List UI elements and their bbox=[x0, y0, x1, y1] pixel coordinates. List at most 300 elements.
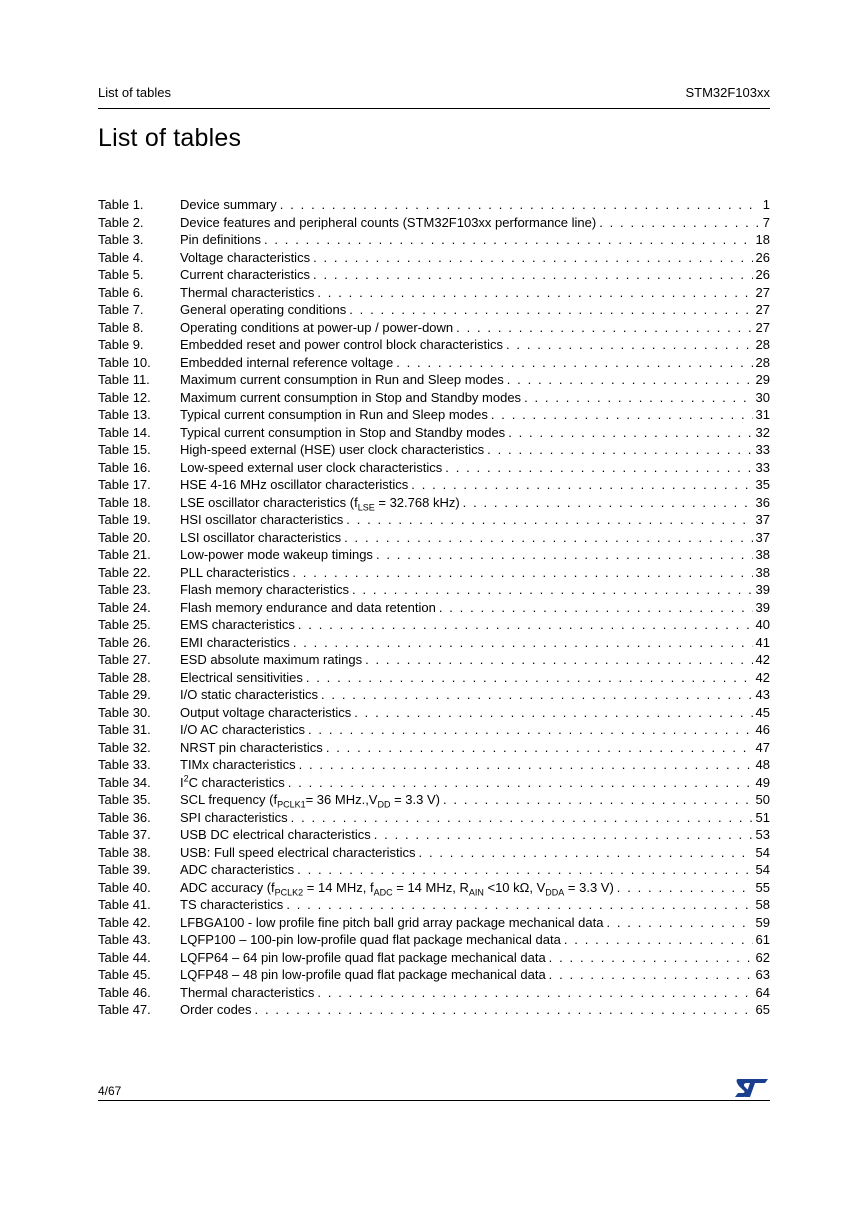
page-ref[interactable]: 62 bbox=[755, 949, 770, 965]
dot-leader bbox=[419, 844, 753, 862]
page-ref[interactable]: 31 bbox=[755, 407, 770, 422]
page-ref[interactable]: 28 bbox=[755, 337, 770, 352]
dot-leader bbox=[280, 196, 760, 214]
caption-text: SCL frequency (f bbox=[180, 792, 278, 807]
dot-leader bbox=[617, 879, 753, 897]
page-ref[interactable]: 63 bbox=[755, 967, 770, 982]
table-caption[interactable] bbox=[180, 214, 596, 232]
caption-text: LFBGA100 - low profile fine pitch ball grid array package mechanical data bbox=[180, 914, 604, 930]
caption-subscript: DDA bbox=[545, 887, 565, 896]
table-number: Table 42. bbox=[98, 914, 151, 930]
table-caption[interactable] bbox=[180, 686, 318, 704]
caption-text: = 32.768 kHz) bbox=[374, 494, 460, 510]
table-number: Table 45. bbox=[98, 967, 151, 982]
caption-text: = 14 MHz, R bbox=[392, 879, 469, 895]
page-ref[interactable]: 48 bbox=[755, 757, 770, 772]
caption-text: ADC characteristics bbox=[180, 862, 295, 877]
toc-entry[interactable] bbox=[98, 424, 770, 442]
caption-text: LQFP48 – 48 pin low-profile quad flat package mechanical data bbox=[180, 967, 546, 982]
table-entry bbox=[180, 494, 770, 512]
caption-text: TS characteristics bbox=[180, 897, 284, 912]
table-caption[interactable] bbox=[180, 949, 546, 967]
page-ref[interactable]: 1 bbox=[762, 197, 770, 212]
table-caption[interactable] bbox=[180, 861, 294, 879]
caption-text: USB DC electrical characteristics bbox=[180, 827, 371, 842]
table-number: Table 31. bbox=[98, 722, 151, 737]
caption-text: Low-power mode wakeup timings bbox=[180, 547, 373, 562]
caption-subscript: DD bbox=[377, 799, 391, 809]
toc-entry[interactable] bbox=[98, 669, 770, 687]
caption-text: EMI characteristics bbox=[180, 634, 290, 650]
table-caption[interactable] bbox=[180, 301, 346, 319]
caption-text: Flash memory characteristics bbox=[180, 582, 350, 597]
caption-text: LQFP100 – 100-pin low-profile quad flat package mechanical data bbox=[180, 932, 561, 947]
dot-leader bbox=[349, 301, 752, 319]
table-caption[interactable] bbox=[180, 634, 290, 652]
table-caption[interactable] bbox=[180, 249, 310, 267]
toc-entry[interactable] bbox=[98, 546, 770, 564]
toc-entry[interactable] bbox=[98, 319, 770, 337]
table-entry bbox=[180, 529, 770, 547]
page-ref[interactable]: 37 bbox=[755, 512, 770, 527]
dot-leader bbox=[299, 756, 753, 774]
toc-entry[interactable] bbox=[98, 914, 770, 932]
page-ref[interactable]: 7 bbox=[762, 214, 770, 230]
caption-text: = 3.3 V) bbox=[564, 879, 614, 895]
table-entry bbox=[180, 844, 770, 862]
table-caption[interactable] bbox=[180, 319, 453, 337]
table-caption[interactable] bbox=[180, 826, 371, 844]
caption-text: General operating conditions bbox=[180, 302, 347, 317]
dot-leader bbox=[313, 266, 752, 284]
toc-entry[interactable] bbox=[98, 721, 770, 739]
caption-text: Embedded internal reference voltage bbox=[180, 354, 394, 370]
table-number: Table 16. bbox=[98, 459, 151, 475]
caption-text: USB: Full speed electrical characteristics bbox=[180, 844, 416, 860]
table-number: Table 12. bbox=[98, 389, 151, 405]
caption-subscript: AIN bbox=[468, 887, 484, 896]
toc-entry[interactable] bbox=[98, 791, 770, 809]
table-caption[interactable] bbox=[180, 879, 614, 897]
dot-leader bbox=[491, 406, 753, 424]
dot-leader bbox=[313, 249, 752, 267]
table-entry bbox=[180, 861, 770, 879]
caption-text: Embedded reset and power control block characteristics bbox=[180, 337, 503, 352]
toc-entry[interactable] bbox=[98, 826, 770, 844]
caption-text: Low-speed external user clock characteristics bbox=[180, 459, 443, 475]
table-entry bbox=[180, 739, 770, 757]
dot-leader bbox=[291, 809, 753, 827]
toc-entry[interactable] bbox=[98, 529, 770, 547]
table-caption[interactable] bbox=[180, 774, 285, 792]
caption-text: Output voltage characteristics bbox=[180, 704, 352, 720]
table-entry bbox=[180, 476, 770, 494]
page-ref[interactable]: 45 bbox=[755, 704, 770, 720]
page-ref[interactable]: 39 bbox=[755, 599, 770, 615]
table-entry bbox=[180, 634, 770, 652]
toc-entry[interactable] bbox=[98, 511, 770, 529]
page-ref[interactable]: 28 bbox=[755, 354, 770, 370]
page-ref[interactable]: 39 bbox=[755, 582, 770, 597]
table-caption[interactable] bbox=[180, 791, 440, 809]
toc-entry[interactable] bbox=[98, 266, 770, 284]
page-ref[interactable]: 42 bbox=[755, 652, 770, 667]
table-number: Table 15. bbox=[98, 442, 151, 457]
toc-entry[interactable] bbox=[98, 441, 770, 459]
table-entry bbox=[180, 616, 770, 634]
caption-text: = 3.3 V) bbox=[390, 792, 440, 807]
table-entry bbox=[180, 301, 770, 319]
table-number: Table 17. bbox=[98, 477, 151, 492]
toc-entry[interactable] bbox=[98, 739, 770, 757]
dot-leader bbox=[288, 774, 753, 792]
caption-text: Device features and peripheral counts (STM32F103xx performance line) bbox=[180, 214, 597, 230]
caption-subscript: LSE bbox=[357, 502, 375, 511]
table-caption[interactable] bbox=[180, 704, 351, 722]
table-entry bbox=[180, 424, 770, 442]
table-caption[interactable] bbox=[180, 564, 289, 582]
caption-text: Flash memory endurance and data retention bbox=[180, 599, 436, 615]
toc-entry[interactable] bbox=[98, 371, 770, 389]
toc-entry[interactable] bbox=[98, 686, 770, 704]
dot-leader bbox=[376, 546, 753, 564]
table-entry bbox=[180, 686, 770, 704]
table-number: Table 37. bbox=[98, 827, 151, 842]
table-entry bbox=[180, 931, 770, 949]
table-caption[interactable] bbox=[180, 984, 314, 1002]
toc-entry[interactable] bbox=[98, 756, 770, 774]
page-title: List of tables bbox=[98, 124, 242, 152]
toc-entry[interactable] bbox=[98, 389, 770, 407]
table-caption[interactable] bbox=[180, 494, 460, 512]
page-ref[interactable]: 35 bbox=[755, 477, 770, 492]
table-entry bbox=[180, 511, 770, 529]
dot-leader bbox=[507, 371, 753, 389]
table-caption[interactable] bbox=[180, 914, 603, 932]
dot-leader bbox=[286, 896, 752, 914]
dot-leader bbox=[306, 669, 753, 687]
dot-leader bbox=[396, 354, 752, 372]
table-caption[interactable] bbox=[180, 546, 373, 564]
table-caption[interactable] bbox=[180, 476, 408, 494]
dot-leader bbox=[292, 564, 752, 582]
toc-entry[interactable] bbox=[98, 861, 770, 879]
table-entry bbox=[180, 599, 770, 617]
table-caption[interactable] bbox=[180, 529, 341, 547]
caption-text: ADC accuracy (f bbox=[180, 879, 275, 895]
table-number: Table 5. bbox=[98, 267, 144, 282]
dot-leader bbox=[463, 494, 753, 512]
table-number: Table 40. bbox=[98, 879, 151, 895]
table-entry bbox=[180, 354, 770, 372]
table-number: Table 26. bbox=[98, 634, 151, 650]
caption-text: Maximum current consumption in Stop and Standby modes bbox=[180, 389, 522, 405]
dot-leader bbox=[321, 686, 753, 704]
dot-leader bbox=[524, 389, 752, 407]
dot-leader bbox=[365, 651, 752, 669]
toc-entry[interactable] bbox=[98, 949, 770, 967]
page-ref[interactable]: 58 bbox=[755, 897, 770, 912]
table-number: Table 25. bbox=[98, 617, 151, 632]
page-ref[interactable]: 51 bbox=[755, 809, 770, 825]
table-number: Table 8. bbox=[98, 319, 144, 335]
caption-text: Thermal characteristics bbox=[180, 284, 315, 300]
page-ref[interactable]: 47 bbox=[755, 739, 770, 755]
dot-leader bbox=[606, 914, 752, 932]
toc-entry[interactable] bbox=[98, 354, 770, 372]
caption-text: HSI oscillator characteristics bbox=[180, 512, 344, 527]
table-caption[interactable] bbox=[180, 406, 488, 424]
table-caption[interactable] bbox=[180, 266, 310, 284]
table-number: Table 41. bbox=[98, 897, 151, 912]
table-caption[interactable] bbox=[180, 616, 295, 634]
toc-entry[interactable] bbox=[98, 476, 770, 494]
table-caption[interactable] bbox=[180, 931, 561, 949]
dot-leader bbox=[549, 949, 753, 967]
table-number: Table 44. bbox=[98, 949, 151, 965]
toc-entry[interactable] bbox=[98, 214, 770, 232]
table-caption[interactable] bbox=[180, 721, 305, 739]
toc-entry[interactable] bbox=[98, 249, 770, 267]
page-ref[interactable]: 26 bbox=[755, 249, 770, 265]
page-ref[interactable]: 18 bbox=[755, 232, 770, 247]
page-ref[interactable]: 54 bbox=[755, 844, 770, 860]
dot-leader bbox=[317, 984, 752, 1002]
page-ref[interactable]: 30 bbox=[755, 389, 770, 405]
page-ref[interactable]: 61 bbox=[755, 932, 770, 947]
page-ref[interactable]: 54 bbox=[755, 862, 770, 877]
caption-text: C characteristics bbox=[188, 774, 285, 790]
page-ref[interactable]: 33 bbox=[755, 459, 770, 475]
toc-entry[interactable] bbox=[98, 494, 770, 512]
toc-entry[interactable] bbox=[98, 564, 770, 582]
table-number: Table 20. bbox=[98, 529, 151, 545]
caption-text: Typical current consumption in Run and Sleep modes bbox=[180, 407, 488, 422]
table-caption[interactable] bbox=[180, 896, 283, 914]
caption-text: I/O static characteristics bbox=[180, 687, 318, 702]
table-entry bbox=[180, 896, 770, 914]
table-caption[interactable] bbox=[180, 651, 362, 669]
dot-leader bbox=[411, 476, 752, 494]
page-ref[interactable]: 27 bbox=[755, 302, 770, 317]
toc-entry[interactable] bbox=[98, 406, 770, 424]
caption-text: High-speed external (HSE) user clock characteristics bbox=[180, 442, 485, 457]
table-caption[interactable] bbox=[180, 459, 442, 477]
table-number: Table 9. bbox=[98, 337, 144, 352]
caption-text: NRST pin characteristics bbox=[180, 739, 323, 755]
table-caption[interactable] bbox=[180, 844, 416, 862]
table-number: Table 14. bbox=[98, 424, 151, 440]
table-caption[interactable] bbox=[180, 966, 546, 984]
table-number: Table 36. bbox=[98, 809, 151, 825]
page-ref[interactable]: 37 bbox=[755, 529, 770, 545]
toc-entry[interactable] bbox=[98, 651, 770, 669]
toc-entry[interactable] bbox=[98, 616, 770, 634]
toc-entry[interactable] bbox=[98, 459, 770, 477]
table-entry bbox=[180, 914, 770, 932]
dot-leader bbox=[487, 441, 752, 459]
toc-entry[interactable] bbox=[98, 879, 770, 897]
dot-leader bbox=[264, 231, 753, 249]
toc-entry[interactable] bbox=[98, 704, 770, 722]
page-ref[interactable]: 26 bbox=[755, 267, 770, 282]
table-entry bbox=[180, 774, 770, 792]
dot-leader bbox=[293, 634, 753, 652]
table-number: Table 6. bbox=[98, 284, 144, 300]
table-caption[interactable] bbox=[180, 336, 503, 354]
page-ref[interactable]: 64 bbox=[755, 984, 770, 1000]
table-entry bbox=[180, 879, 770, 897]
table-caption[interactable] bbox=[180, 739, 323, 757]
table-caption[interactable] bbox=[180, 669, 303, 687]
toc-entry[interactable] bbox=[98, 984, 770, 1002]
table-entry bbox=[180, 214, 770, 232]
toc-entry[interactable] bbox=[98, 581, 770, 599]
table-number: Table 43. bbox=[98, 932, 151, 947]
dot-leader bbox=[297, 861, 752, 879]
table-caption[interactable] bbox=[180, 809, 288, 827]
page-ref[interactable]: 38 bbox=[755, 547, 770, 562]
page-ref[interactable]: 42 bbox=[755, 669, 770, 685]
toc-entry[interactable] bbox=[98, 774, 770, 792]
caption-text: PLL characteristics bbox=[180, 564, 290, 580]
dot-leader bbox=[344, 529, 752, 547]
page-ref[interactable]: 55 bbox=[755, 879, 770, 895]
table-number: Table 7. bbox=[98, 302, 144, 317]
table-entry bbox=[180, 651, 770, 669]
page-ref[interactable]: 38 bbox=[755, 564, 770, 580]
dot-leader bbox=[346, 511, 752, 529]
table-caption[interactable] bbox=[180, 354, 393, 372]
table-number: Table 2. bbox=[98, 214, 144, 230]
page-ref[interactable]: 33 bbox=[755, 442, 770, 457]
toc-entry[interactable] bbox=[98, 1001, 770, 1019]
caption-text: I bbox=[180, 774, 184, 790]
table-entry bbox=[180, 581, 770, 599]
table-number: Table 33. bbox=[98, 757, 151, 772]
dot-leader bbox=[564, 931, 753, 949]
dot-leader bbox=[255, 1001, 753, 1019]
caption-text: LSI oscillator characteristics bbox=[180, 529, 342, 545]
page-ref[interactable]: 27 bbox=[755, 319, 770, 335]
toc-entry[interactable] bbox=[98, 301, 770, 319]
table-number: Table 10. bbox=[98, 354, 151, 370]
table-caption[interactable] bbox=[180, 599, 436, 617]
caption-text: Electrical sensitivities bbox=[180, 669, 303, 685]
caption-text: EMS characteristics bbox=[180, 617, 295, 632]
caption-text: Thermal characteristics bbox=[180, 984, 315, 1000]
table-entry bbox=[180, 756, 770, 774]
caption-text: I/O AC characteristics bbox=[180, 722, 305, 737]
table-number: Table 39. bbox=[98, 862, 151, 877]
table-caption[interactable] bbox=[180, 756, 296, 774]
table-number: Table 3. bbox=[98, 232, 144, 247]
table-entry bbox=[180, 669, 770, 687]
caption-text: = 14 MHz, f bbox=[303, 879, 374, 895]
page-ref[interactable]: 46 bbox=[755, 722, 770, 737]
table-number: Table 32. bbox=[98, 739, 151, 755]
toc-entry[interactable] bbox=[98, 809, 770, 827]
toc-entry[interactable] bbox=[98, 231, 770, 249]
toc-entry[interactable] bbox=[98, 336, 770, 354]
table-entry bbox=[180, 284, 770, 302]
table-entry bbox=[180, 336, 770, 354]
caption-text: SPI characteristics bbox=[180, 809, 288, 825]
table-caption[interactable] bbox=[180, 371, 504, 389]
caption-text: Current characteristics bbox=[180, 267, 311, 282]
page-ref[interactable]: 36 bbox=[755, 494, 770, 510]
toc-entry[interactable] bbox=[98, 931, 770, 949]
table-number: Table 11. bbox=[98, 372, 150, 387]
page-footer bbox=[98, 1078, 770, 1101]
table-caption[interactable] bbox=[180, 511, 343, 529]
table-caption[interactable] bbox=[180, 581, 349, 599]
dot-leader bbox=[326, 739, 753, 757]
page-ref[interactable]: 53 bbox=[755, 827, 770, 842]
table-caption[interactable] bbox=[180, 424, 505, 442]
table-number: Table 35. bbox=[98, 792, 151, 807]
dot-leader bbox=[298, 616, 753, 634]
page-ref[interactable]: 40 bbox=[755, 617, 770, 632]
page-ref[interactable]: 29 bbox=[755, 372, 770, 387]
page-ref[interactable]: 43 bbox=[755, 687, 770, 702]
dot-leader bbox=[308, 721, 753, 739]
table-caption[interactable] bbox=[180, 196, 277, 214]
table-caption[interactable] bbox=[180, 1001, 252, 1019]
toc-entry[interactable] bbox=[98, 966, 770, 984]
dot-leader bbox=[317, 284, 752, 302]
table-entry bbox=[180, 389, 770, 407]
table-number: Table 22. bbox=[98, 564, 151, 580]
caption-text: Typical current consumption in Stop and Standby modes bbox=[180, 424, 506, 440]
toc-entry[interactable] bbox=[98, 634, 770, 652]
table-entry bbox=[180, 231, 770, 249]
caption-text: LSE oscillator characteristics (f bbox=[180, 494, 358, 510]
table-entry bbox=[180, 704, 770, 722]
table-number: Table 4. bbox=[98, 249, 144, 265]
page-ref[interactable]: 59 bbox=[755, 914, 770, 930]
caption-text: HSE 4-16 MHz oscillator characteristics bbox=[180, 477, 409, 492]
page-ref[interactable]: 32 bbox=[755, 424, 770, 440]
table-caption[interactable] bbox=[180, 284, 314, 302]
toc-entry[interactable] bbox=[98, 844, 770, 862]
table-number: Table 21. bbox=[98, 547, 151, 562]
table-entry bbox=[180, 809, 770, 827]
page-ref[interactable]: 27 bbox=[755, 284, 770, 300]
dot-leader bbox=[508, 424, 752, 442]
dot-leader bbox=[352, 581, 752, 599]
page-ref[interactable]: 65 bbox=[755, 1002, 770, 1017]
toc-entry[interactable] bbox=[98, 284, 770, 302]
page-ref[interactable]: 41 bbox=[755, 634, 770, 650]
caption-text: Order codes bbox=[180, 1002, 252, 1017]
page-ref[interactable]: 49 bbox=[755, 774, 770, 790]
table-number: Table 47. bbox=[98, 1002, 151, 1017]
table-number: Table 24. bbox=[98, 599, 151, 615]
toc-entry[interactable] bbox=[98, 196, 770, 214]
table-caption[interactable] bbox=[180, 389, 521, 407]
caption-text: LQFP64 – 64 pin low-profile quad flat package mechanical data bbox=[180, 949, 546, 965]
toc-entry[interactable] bbox=[98, 896, 770, 914]
table-entry bbox=[180, 984, 770, 1002]
toc-entry[interactable] bbox=[98, 599, 770, 617]
dot-leader bbox=[549, 966, 753, 984]
page-ref[interactable]: 50 bbox=[755, 792, 770, 807]
table-caption[interactable] bbox=[180, 441, 484, 459]
table-number: Table 30. bbox=[98, 704, 151, 720]
table-caption[interactable] bbox=[180, 231, 261, 249]
caption-text: Pin definitions bbox=[180, 232, 261, 247]
